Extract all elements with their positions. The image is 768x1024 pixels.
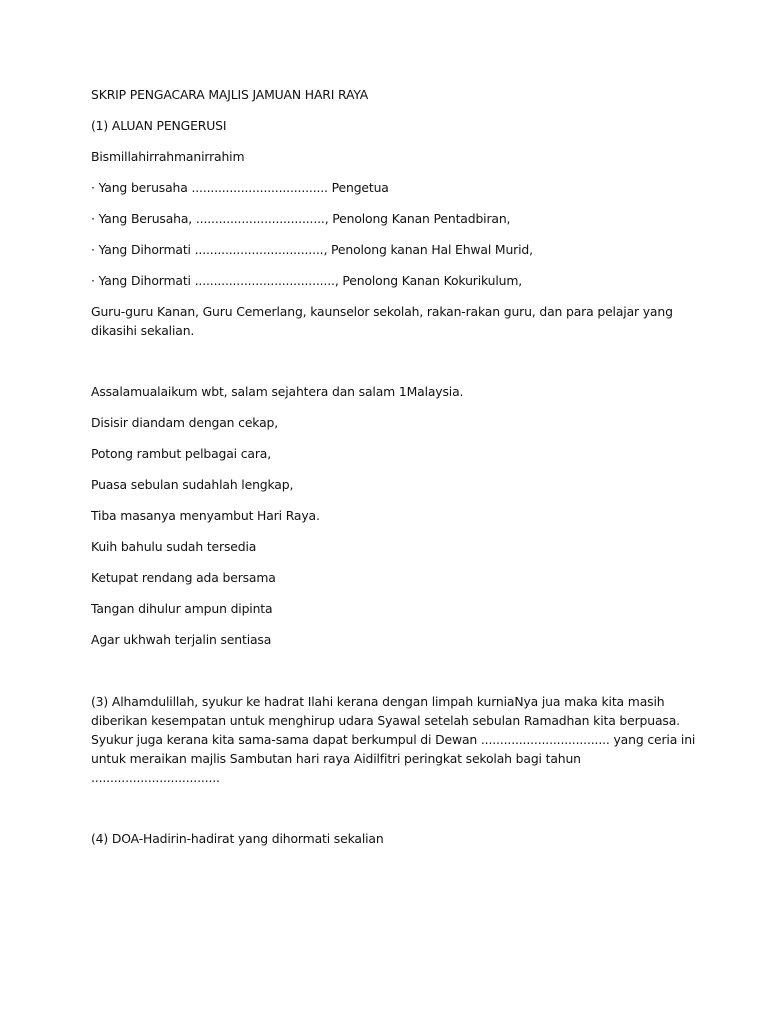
section-3-line: untuk meraikan majlis Sambutan hari raya Aidilfitri peringkat sekolah bagi tahun — [91, 751, 581, 766]
pantun-line: Ketupat rendang ada bersama — [91, 570, 276, 585]
audience-line: dikasihi sekalian. — [91, 323, 195, 338]
pantun-line: Potong rambut pelbagai cara, — [91, 446, 272, 461]
pantun-line: Tangan dihulur ampun dipinta — [91, 601, 273, 616]
greeting-line: Assalamualaikum wbt, salam sejahtera dan salam 1Malaysia. — [91, 384, 464, 399]
pantun-line: Agar ukhwah terjalin sentiasa — [91, 632, 272, 647]
audience-paragraph — [91, 302, 671, 340]
section-3-line: Syukur juga kerana kita sama-sama dapat berkumpul di Dewan .................................. yang ceria ini — [91, 732, 696, 747]
pantun-line: Disisir diandam dengan cekap, — [91, 415, 279, 430]
section-3-line: (3) Alhamdulillah, syukur ke hadrat Ilahi kerana dengan limpah kurniaNya jua maka kita masih — [91, 694, 665, 709]
audience-line: Guru-guru Kanan, Guru Cemerlang, kaunselor sekolah, rakan-rakan guru, dan para pelajar yang — [91, 304, 673, 319]
pantun-line: Tiba masanya menyambut Hari Raya. — [91, 508, 320, 523]
document-title: SKRIP PENGACARA MAJLIS JAMUAN HARI RAYA — [91, 87, 369, 102]
section-1-heading: (1) ALUAN PENGERUSI — [91, 118, 227, 133]
opening-line: Bismillahirrahmanirrahim — [91, 149, 245, 164]
section-3-line: .................................. — [91, 770, 220, 785]
section-3-paragraph — [91, 692, 696, 787]
section-3-line: diberikan kesempatan untuk menghirup udara Syawal setelah sebulan Ramadhan kita berpuasa. — [91, 713, 680, 728]
salutation-pengetua: · Yang berusaha .................................... Pengetua — [91, 180, 389, 195]
section-4-heading: (4) DOA-Hadirin-hadirat yang dihormati sekalian — [91, 831, 384, 846]
pantun-line: Puasa sebulan sudahlah lengkap, — [91, 477, 294, 492]
salutation-pentadbiran: · Yang Berusaha, .................................., Penolong Kanan Pentadbiran, — [91, 211, 511, 226]
salutation-kokurikulum: · Yang Dihormati ....................................., Penolong Kanan Kokurikulum, — [91, 273, 523, 288]
salutation-hem: · Yang Dihormati .................................., Penolong kanan Hal Ehwal Murid, — [91, 242, 533, 257]
pantun-line: Kuih bahulu sudah tersedia — [91, 539, 257, 554]
